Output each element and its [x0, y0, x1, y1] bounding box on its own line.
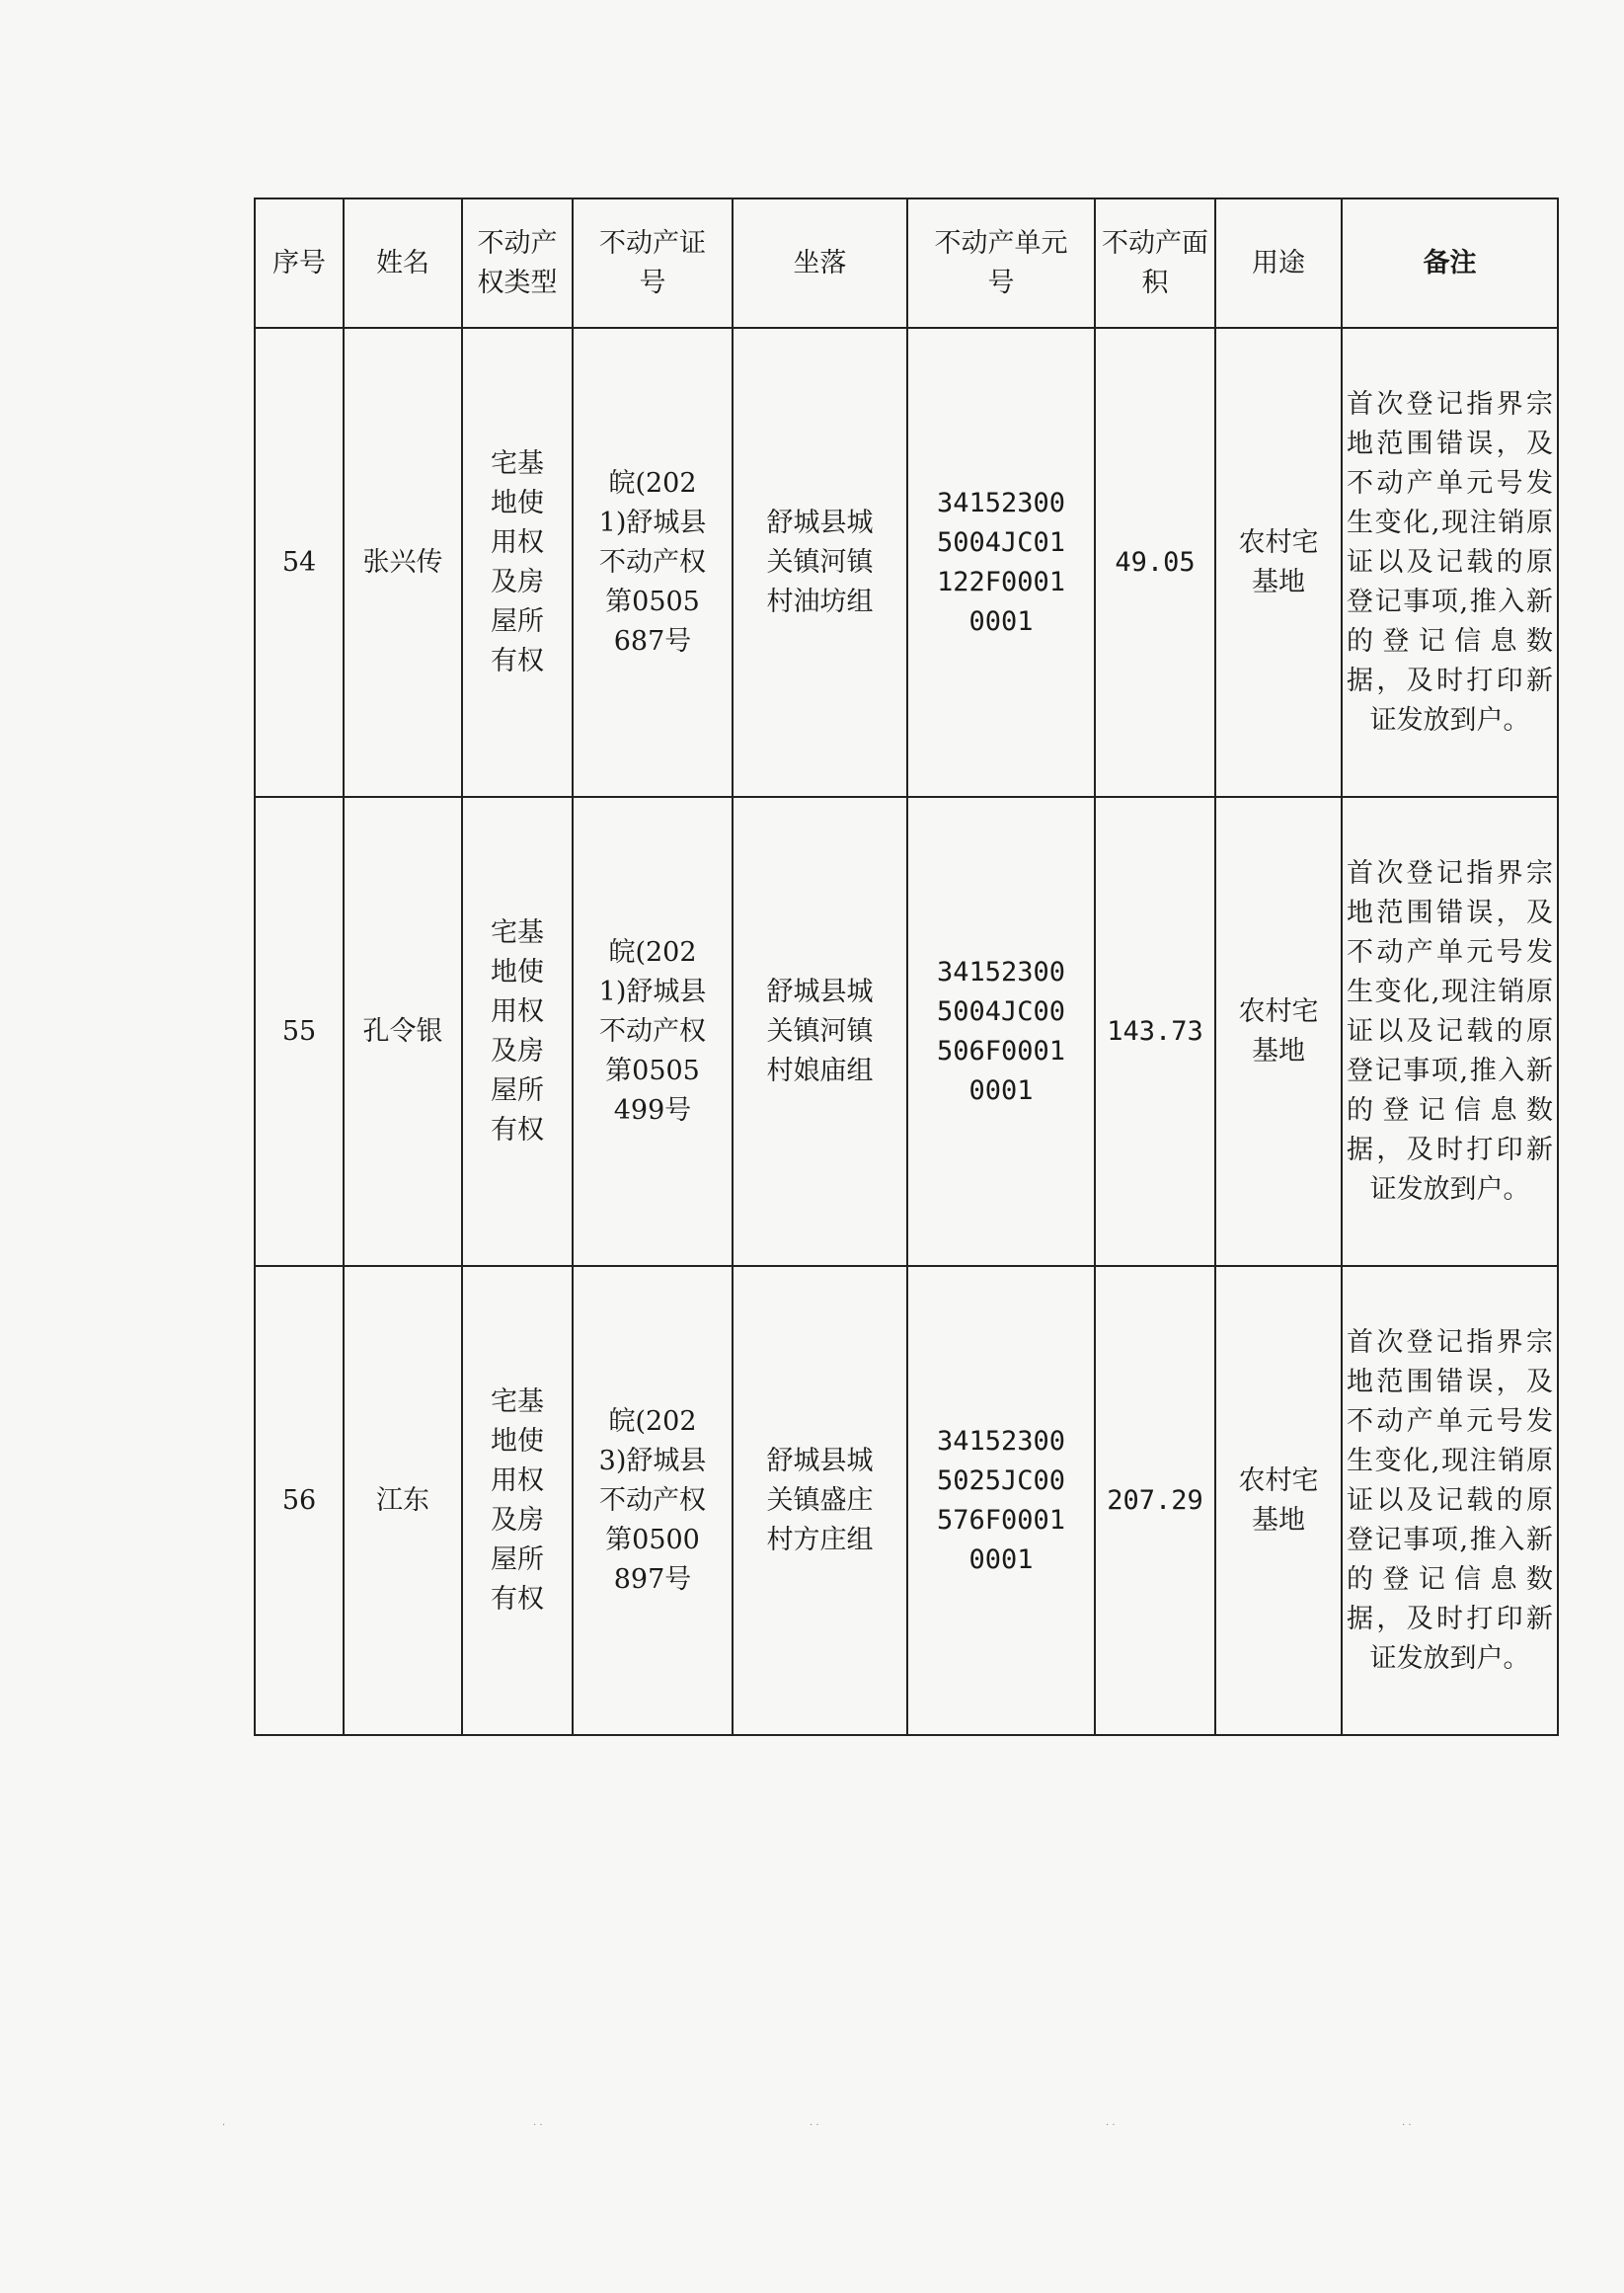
- cell-remark: 首次登记指界宗地范围错误，及不动产单元号发生变化,现注销原证以及记载的原登记事项,推入新的登记信息数据，及时打印新证发放到户。: [1342, 797, 1558, 1266]
- header-cert-no: 不动产证号: [573, 198, 733, 328]
- cell-unit-no: 341523005004JC01122F00010001: [907, 328, 1095, 797]
- header-remark: 备注: [1342, 198, 1558, 328]
- table-row: [255, 797, 1558, 1266]
- header-name: 姓名: [344, 198, 462, 328]
- cell-unit-no: 341523005004JC00506F00010001: [907, 797, 1095, 1266]
- header-usage: 用途: [1215, 198, 1342, 328]
- cell-remark: 首次登记指界宗地范围错误，及不动产单元号发生变化,现注销原证以及记载的原登记事项,推入新的登记信息数据，及时打印新证发放到户。: [1342, 1266, 1558, 1735]
- cell-cert-no: 皖(2021)舒城县不动产权第0505499号: [573, 797, 733, 1266]
- header-right-type: 不动产权类型: [462, 198, 573, 328]
- cell-name: 孔令银: [344, 797, 462, 1266]
- header-seq: 序号: [255, 198, 344, 328]
- header-area: 不动产面积: [1095, 198, 1215, 328]
- cell-usage: 农村宅基地: [1215, 1266, 1342, 1735]
- header-row: [255, 198, 1558, 328]
- cell-name: 张兴传: [344, 328, 462, 797]
- cell-cert-no: 皖(2021)舒城县不动产权第0505687号: [573, 328, 733, 797]
- property-records-table: [254, 198, 1559, 1736]
- cell-seq: 55: [255, 797, 344, 1266]
- cell-location: 舒城县城关镇河镇村娘庙组: [733, 797, 907, 1266]
- cell-seq: 56: [255, 1266, 344, 1735]
- cell-area: 207.29: [1095, 1266, 1215, 1735]
- cell-area: 49.05: [1095, 328, 1215, 797]
- cell-right-type: 宅基地使用权及房屋所有权: [462, 1266, 573, 1735]
- cell-area: 143.73: [1095, 797, 1215, 1266]
- table-row: [255, 328, 1558, 797]
- scan-speck: ·: [222, 2120, 226, 2131]
- cell-unit-no: 341523005025JC00576F00010001: [907, 1266, 1095, 1735]
- cell-right-type: 宅基地使用权及房屋所有权: [462, 797, 573, 1266]
- cell-remark: 首次登记指界宗地范围错误，及不动产单元号发生变化,现注销原证以及记载的原登记事项,推入新的登记信息数据，及时打印新证发放到户。: [1342, 328, 1558, 797]
- cell-cert-no: 皖(2023)舒城县不动产权第0500897号: [573, 1266, 733, 1735]
- table-row: [255, 1266, 1558, 1735]
- scan-speck: · ·: [1106, 2120, 1116, 2131]
- cell-usage: 农村宅基地: [1215, 797, 1342, 1266]
- cell-right-type: 宅基地使用权及房屋所有权: [462, 328, 573, 797]
- cell-name: 江东: [344, 1266, 462, 1735]
- header-unit-no: 不动产单元号: [907, 198, 1095, 328]
- cell-seq: 54: [255, 328, 344, 797]
- scan-speck: · ·: [1402, 2120, 1412, 2131]
- scan-speck: · ·: [533, 2120, 543, 2131]
- cell-location: 舒城县城关镇河镇村油坊组: [733, 328, 907, 797]
- scan-speck: · ·: [810, 2120, 819, 2131]
- header-location: 坐落: [733, 198, 907, 328]
- cell-usage: 农村宅基地: [1215, 328, 1342, 797]
- cell-location: 舒城县城关镇盛庄村方庄组: [733, 1266, 907, 1735]
